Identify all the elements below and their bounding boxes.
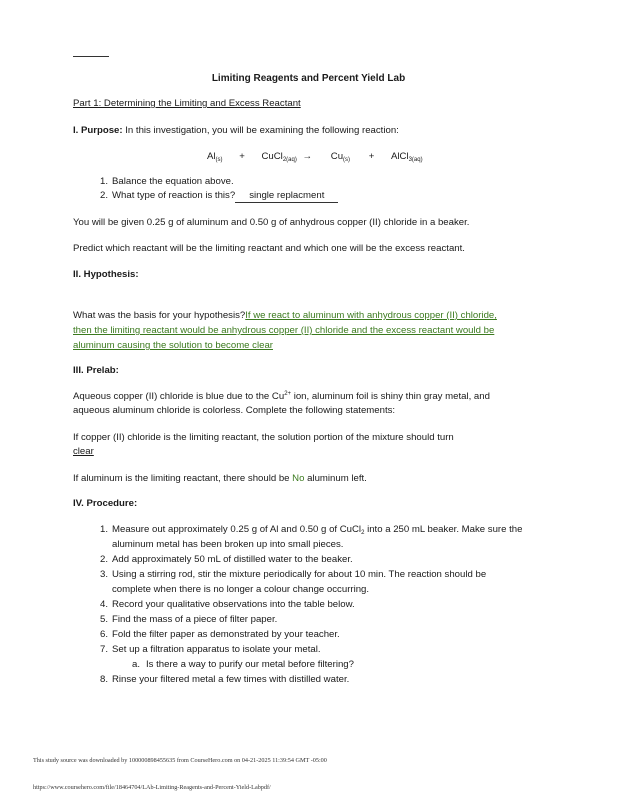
reactant-al-state: (s) xyxy=(215,157,223,163)
download-notice: This study source was downloaded by 100000898455635 from CourseHero.com on 04-21-2025 11:39:54 GMT -05:00 xyxy=(33,757,327,764)
substep-label: a. xyxy=(131,659,140,670)
product-alcl3: AlCl xyxy=(390,151,409,162)
prelab-line-1 xyxy=(73,391,490,404)
step-text: Set up a filtration apparatus to isolate your metal. xyxy=(112,644,321,655)
statement-copper-answer: clear xyxy=(73,446,94,457)
statement-text: aluminum left. xyxy=(304,473,367,484)
list-text: Balance the equation above. xyxy=(112,176,234,187)
hypothesis-line-1 xyxy=(73,310,497,322)
step-text: Find the mass of a piece of filter paper. xyxy=(112,614,278,625)
list-number: 1. xyxy=(99,176,108,187)
hypothesis-answer: aluminum causing the solution to become clear xyxy=(73,340,273,351)
step-text: complete when there is no longer a colour change occurring. xyxy=(112,584,370,595)
source-url[interactable]: https://www.coursehero.com/file/18464704/LAb-Limiting-Reagents-and-Percent-Yield-Labpdf/ xyxy=(33,784,271,791)
purpose-line xyxy=(73,125,399,137)
hypothesis-question: What was the basis for your hypothesis? xyxy=(73,310,246,321)
product-cu-state: (s) xyxy=(343,157,351,163)
hypothesis-answer: If we react to aluminum with anhydrous copper (II) chloride, xyxy=(245,310,497,321)
step-number: 4. xyxy=(99,599,108,610)
step-text: Fold the filter paper as demonstrated by your teacher. xyxy=(112,629,340,640)
step-text: into a 250 mL beaker. Make sure the xyxy=(364,524,523,535)
reactant-al: Al xyxy=(207,151,216,162)
step-number: 8. xyxy=(99,674,108,685)
reaction-arrow-icon: → xyxy=(302,151,313,162)
reactant-cucl2-sub: 2 xyxy=(282,157,287,163)
prelab-text: ion, aluminum foil is shiny thin gray metal, and xyxy=(291,391,490,402)
prelab-heading: III. Prelab: xyxy=(73,365,119,376)
step-text: Using a stirring rod, stir the mixture periodically for about 10 min. The reaction should be xyxy=(112,569,487,580)
page-title: Limiting Reagents and Percent Yield Lab xyxy=(211,73,406,84)
list-number: 2. xyxy=(99,190,108,201)
step-number: 7. xyxy=(99,644,108,655)
statement-aluminum-answer: No xyxy=(292,473,305,484)
step-number: 1. xyxy=(99,524,108,535)
plus-sign: + xyxy=(239,151,245,162)
hypothesis-answer: then the limiting reactant would be anhydrous copper (II) chloride and the excess reactant would be xyxy=(73,325,495,336)
statement-aluminum xyxy=(73,473,367,485)
reaction-equation xyxy=(207,151,423,164)
procedure-heading: IV. Procedure: xyxy=(73,498,138,509)
product-alcl3-state: (aq) xyxy=(411,157,423,163)
hypothesis-heading: II. Hypothesis: xyxy=(73,269,139,280)
reaction-type-answer: single replacment xyxy=(235,190,338,203)
step-text: aluminum metal has been broken up into small pieces. xyxy=(112,539,344,550)
product-alcl3-sub: 3 xyxy=(408,157,412,163)
purpose-heading: I. Purpose: xyxy=(73,125,123,136)
step-number: 2. xyxy=(99,554,108,565)
step-number: 6. xyxy=(99,629,108,640)
statement-copper: If copper (II) chloride is the limiting reactant, the solution portion of the mixture should turn xyxy=(73,432,454,443)
substep-text: Is there a way to purify our metal before filtering? xyxy=(146,659,354,670)
list-text: What type of reaction is this? xyxy=(112,190,236,201)
step-text: Record your qualitative observations into the table below. xyxy=(112,599,355,610)
step-text: Rinse your filtered metal a few times with distilled water. xyxy=(112,674,350,685)
prelab-text: Aqueous copper (II) chloride is blue due to the Cu xyxy=(73,391,285,402)
statement-text: If aluminum is the limiting reactant, there should be xyxy=(73,473,293,484)
step-number: 5. xyxy=(99,614,108,625)
plus-sign: + xyxy=(368,151,375,162)
reactant-cucl2: CuCl xyxy=(261,151,283,162)
product-cu: Cu xyxy=(330,151,344,162)
step-text: Add approximately 50 mL of distilled water to the beaker. xyxy=(112,554,353,565)
step-text: Measure out approximately 0.25 g of Al and 0.50 g of CuCl xyxy=(112,524,362,535)
prelab-line-2: aqueous aluminum chloride is colorless. Complete the following statements: xyxy=(73,405,396,416)
given-text: You will be given 0.25 g of aluminum and 0.50 g of anhydrous copper (II) chloride in a beaker. xyxy=(73,217,470,228)
ion-charge: 2+ xyxy=(284,391,292,397)
predict-text: Predict which reactant will be the limiting reactant and which one will be the excess reactant. xyxy=(73,243,465,254)
purpose-text: In this investigation, you will be examining the following reaction: xyxy=(122,125,399,136)
top-rule xyxy=(73,56,109,57)
reactant-cucl2-state: (aq) xyxy=(286,157,297,163)
formula-sub: 2 xyxy=(361,530,365,536)
part1-heading: Part 1: Determining the Limiting and Excess Reactant xyxy=(73,98,301,109)
step-number: 3. xyxy=(99,569,108,580)
